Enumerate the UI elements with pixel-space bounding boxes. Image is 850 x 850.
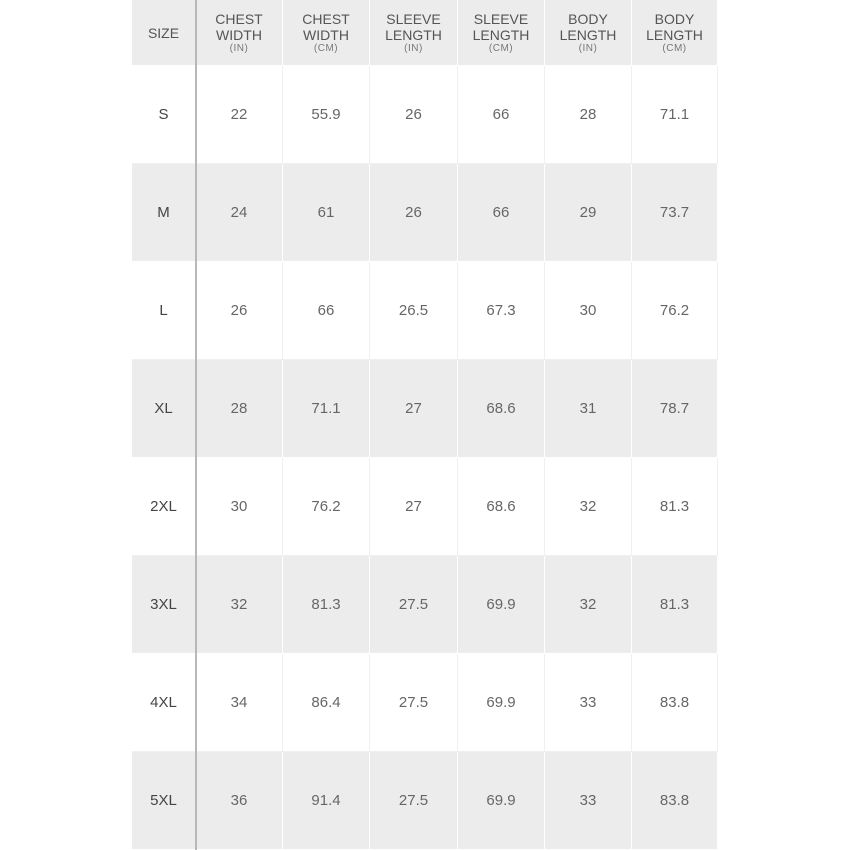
measurement-cell: 27 [370,360,458,458]
header-cell [196,0,283,66]
size-label: 3XL [132,556,196,654]
header-unit: (CM) [488,42,514,54]
measurement-cell: 27.5 [370,752,458,850]
header-title: SLEEVE LENGTH [385,10,442,43]
header-title: CHEST WIDTH [215,10,263,43]
header-unit: (IN) [404,42,423,54]
measurement-cell: 91.4 [283,752,370,850]
measurement-cell: 83.8 [632,654,718,752]
size-label: 5XL [132,752,196,850]
measurement-cell: 81.3 [632,556,718,654]
measurement-cell: 76.2 [632,262,718,360]
header-cell [132,0,196,66]
measurement-cell: 71.1 [632,66,718,164]
header-cell [458,0,545,66]
measurement-cell: 66 [458,164,545,262]
measurement-cell: 76.2 [283,458,370,556]
measurement-cell: 81.3 [632,458,718,556]
header-unit: (IN) [229,42,249,54]
measurement-cell: 26.5 [370,262,458,360]
measurement-cell: 28 [196,360,283,458]
header-cell [370,0,458,66]
size-label: S [132,66,196,164]
measurement-cell: 32 [545,458,632,556]
measurement-cell: 33 [545,752,632,850]
measurement-cell: 68.6 [458,360,545,458]
header-title: BODY LENGTH [646,10,703,43]
header-title: CHEST WIDTH [302,10,350,43]
measurement-cell: 32 [545,556,632,654]
measurement-cell: 86.4 [283,654,370,752]
measurement-cell: 69.9 [458,752,545,850]
size-label: M [132,164,196,262]
measurement-cell: 61 [283,164,370,262]
measurement-cell: 69.9 [458,556,545,654]
measurement-cell: 34 [196,654,283,752]
size-label: 2XL [132,458,196,556]
measurement-cell: 81.3 [283,556,370,654]
size-label: 4XL [132,654,196,752]
size-column-divider [195,0,197,850]
table-row [132,752,718,850]
measurement-cell: 83.8 [632,752,718,850]
header-title: SIZE [147,24,180,41]
header-title: SLEEVE LENGTH [472,10,530,43]
measurement-cell: 31 [545,360,632,458]
measurement-cell: 27.5 [370,654,458,752]
measurement-cell: 32 [196,556,283,654]
measurement-cell: 22 [196,66,283,164]
measurement-cell: 29 [545,164,632,262]
measurement-cell: 26 [196,262,283,360]
header-unit: (CM) [313,42,339,54]
measurement-cell: 36 [196,752,283,850]
measurement-cell: 30 [545,262,632,360]
header-cell [632,0,718,66]
table-row [132,66,718,164]
size-label: XL [132,360,196,458]
measurement-cell: 78.7 [632,360,718,458]
measurement-cell: 73.7 [632,164,718,262]
measurement-cell: 55.9 [283,66,370,164]
header-cell [283,0,370,66]
table-row [132,556,718,654]
measurement-cell: 67.3 [458,262,545,360]
measurement-cell: 27 [370,458,458,556]
measurement-cell: 28 [545,66,632,164]
measurement-cell: 66 [458,66,545,164]
size-label: L [132,262,196,360]
header-title: BODY LENGTH [559,10,617,43]
header-unit: (IN) [578,42,598,54]
measurement-cell: 27.5 [370,556,458,654]
table-row [132,164,718,262]
size-chart-table [132,0,718,850]
header-cell [545,0,632,66]
table-row [132,262,718,360]
table-row [132,654,718,752]
measurement-cell: 33 [545,654,632,752]
measurement-cell: 71.1 [283,360,370,458]
header-unit: (CM) [662,42,687,54]
measurement-cell: 66 [283,262,370,360]
table-row [132,458,718,556]
measurement-cell: 69.9 [458,654,545,752]
measurement-cell: 26 [370,164,458,262]
table-row [132,360,718,458]
measurement-cell: 68.6 [458,458,545,556]
header-row [132,0,718,66]
measurement-cell: 30 [196,458,283,556]
measurement-cell: 26 [370,66,458,164]
measurement-cell: 24 [196,164,283,262]
